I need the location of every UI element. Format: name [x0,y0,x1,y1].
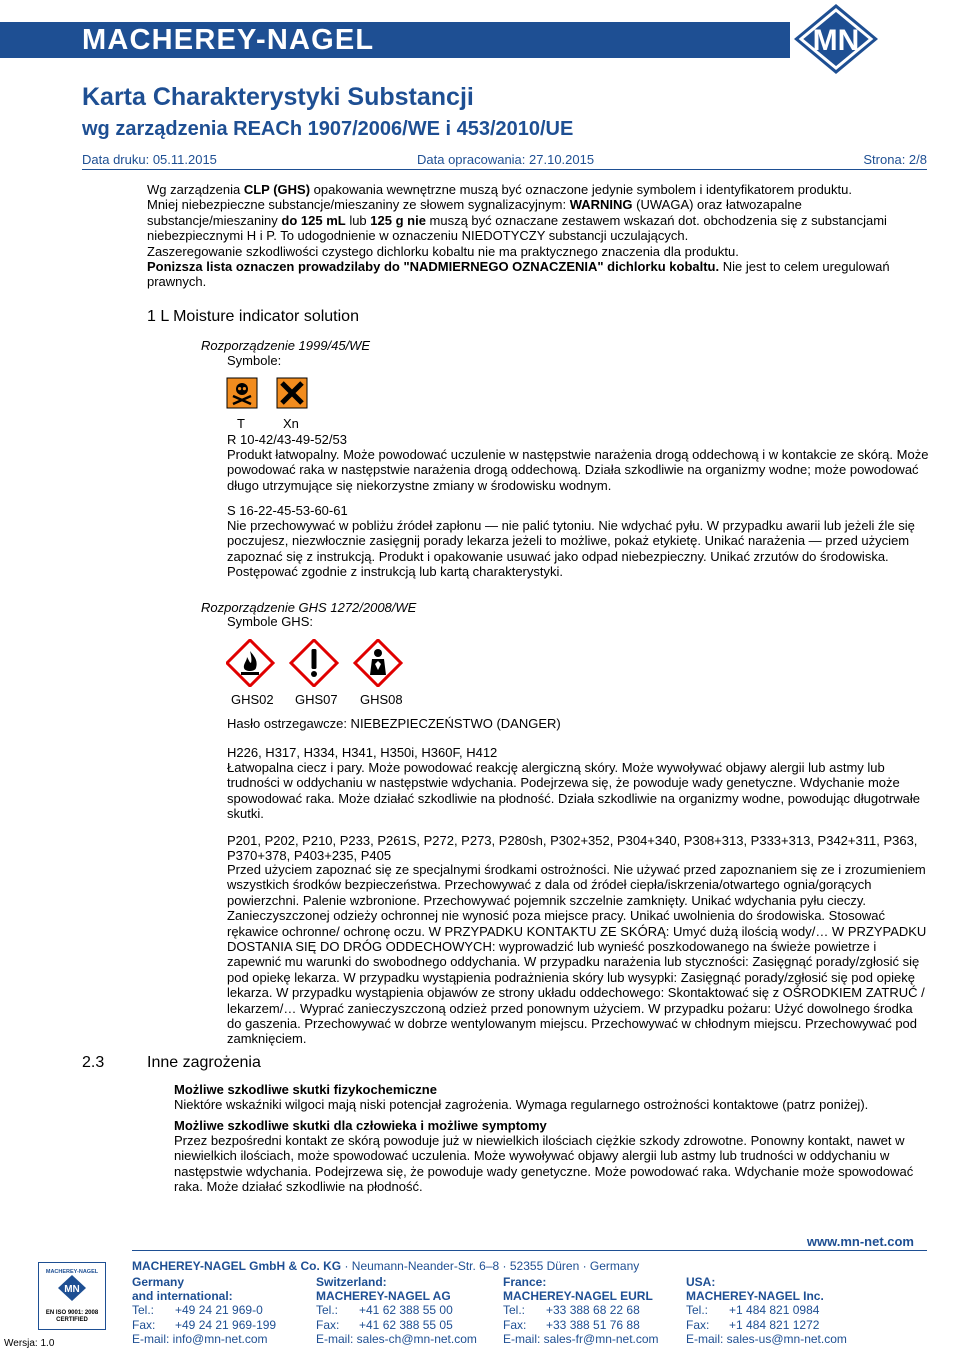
contact-email[interactable]: E-mail: sales-ch@mn-net.com [316,1331,477,1346]
h-text-line: spowodować raka. Może działać szkodliwie na płodność. Działa szkodliwie na organizmy wodne, powodując długotrwałe [227,790,920,806]
text-run: Mniej niebezpieczne substancje/mieszaniny ze słowem sygnalizacyjnym: [147,197,570,213]
h-statements-text [227,760,937,822]
text-run: lub [345,212,371,228]
document-subtitle: wg zarządzenia REACh 1907/2006/WE i 453/2010/UE [82,118,574,140]
p-statements-codes [227,833,937,864]
fax-number: +49 24 21 969-199 [175,1317,277,1332]
contact-tel [503,1303,678,1317]
tel-label: Tel.: [132,1303,155,1318]
r-text-line: powodować raka w następstwie narażenia drogą oddechową. Działa szkodliwie na organizmy wodne; może powodować [227,462,919,478]
brand-name: MACHEREY-NAGEL [82,24,375,56]
contact-fax [132,1318,302,1332]
company-name: MACHEREY-NAGEL GmbH & Co. KG [132,1259,342,1273]
human-effects-line: raka. Może działać szkodliwie na płodność. [174,1179,423,1195]
contact-heading: Switzerland: [316,1275,387,1289]
r-text-line: długo utrzymujące się niekorzystne zmiany w środowisku wodnym. [227,477,612,493]
text-run: muszą być oznaczane zestawem wskazań dot. obchodzenia się z substancjami [425,212,887,228]
contact-usa [686,1275,861,1346]
page-number: Strona: 2/8 [863,152,927,167]
s-text-line: zapoznać się z instrukcją. Produkt i opakowanie usuwać jako odpad niebezpieczny. Unikać zrzutów do środowiska. [227,548,889,564]
ghs-pictograms [226,639,416,687]
fax-label: Fax: [316,1317,340,1332]
text-run: substancje/mieszaniny [147,212,282,228]
tel-label: Tel.: [316,1303,339,1318]
ghs-regulation-title: Rozporządzenie GHS 1272/2008/WE [201,600,417,615]
contact-subheading: MACHEREY-NAGEL EURL [503,1289,653,1304]
contact-france [503,1275,678,1346]
intro-line [147,259,937,274]
ghs-code: GHS02 [231,692,274,707]
text-run: CLP (GHS) [243,182,311,197]
symbol-code-t: T [237,416,245,431]
print-date: Data druku: 05.11.2015 [82,152,217,167]
tel-label: Tel.: [686,1303,709,1318]
s-text-line: poczujesz, niezwłocznie zasięgnij porady lekarza jeżeli to możliwe, pokaż etykietę. Unikać narażenia — przed użyciem [227,533,910,549]
footer-divider [132,1250,927,1251]
text-run: (UWAGA) oraz łatwozapalne [632,197,802,213]
p-text-line: lekarzem/… Wyprać zanieczyszczoną odzież przed ponownym użyciem. W przypadku pożaru: Użyć dowolnego środka [227,1000,913,1016]
p-text-line: zapewnić mu warunki do swobodnego oddychania. W przypadku narażenia lub styczności: Zasięgnąć porady/zgłosić się [227,954,920,970]
human-effects-line: Przez bezpośredni kontakt ze skórą powoduje już w niewielkich ilościach ciężkie szkody zdrowotne. Ponowny kontakt, nawet w [174,1133,905,1148]
ghs-code: GHS07 [295,692,338,707]
version-label: Wersja: 1.0 [4,1338,55,1349]
intro-line: niebezpiecznymi H i P. To udogodnienie w oznaczeniu NIEDOTYCZY substancji uczulających. [147,228,689,244]
mn-small-logo-text: MN [64,1284,80,1295]
contact-email[interactable]: E-mail: sales-fr@mn-net.com [503,1331,659,1346]
mn-logo-icon [790,2,882,76]
contact-subheading: and international: [132,1289,233,1304]
s-phrases-code: S 16-22-45-53-60-61 [227,503,348,518]
text-run: 125 g nie [370,212,426,228]
intro-line [147,182,937,197]
flame-icon [227,640,273,686]
p-text-line: wszystkich środków bezpieczeństwa. Przechowywać z dala od źródeł ciepła/iskrzenia/otwartego ognia/gorących [227,877,872,893]
ghs-symbols-label: Symbole GHS: [227,614,313,629]
p-text-line: rękawice ochronne/ ochronę oczu. W PRZYPADKU KONTAKTU ZE SKÓRĄ: Umyć dużą ilością wody/… W PRZYPADKU [227,923,927,939]
header [0,0,960,167]
header-divider [82,169,927,170]
product-name: 1 L Moisture indicator solution [147,308,359,325]
contact-switzerland [316,1275,491,1346]
p-text-line: Przed użyciem zapoznać się ze specjalnymi środkami ostrożności. Nie używać przed zapoznaniem się ze i zrozumieniem [227,862,926,877]
s-phrases-text [227,518,937,580]
fax-number: +41 62 388 55 05 [359,1317,453,1332]
contact-fax [503,1318,678,1332]
preparation-date: Data opracowania: 27.10.2015 [417,152,595,167]
date-row [82,152,927,170]
tel-label: Tel.: [503,1303,526,1318]
signal-word: Hasło ostrzegawcze: NIEBEZPIECZEŃSTWO (DANGER) [227,716,561,731]
intro-line [147,213,937,228]
human-effects-text [174,1133,934,1195]
fax-number: +1 484 821 1272 [729,1317,820,1332]
labeling-intro [147,182,937,290]
contact-heading: Germany [132,1275,185,1289]
fax-label: Fax: [503,1317,527,1332]
contact-subheading: MACHEREY-NAGEL AG [316,1289,451,1304]
text-run: do 125 mL [281,212,346,228]
physchem-effects-text: Niektóre wskaźniki wilgoci mają niski potencjał zagrożenia. Wymaga regularnego ostrożności kontaktowe (patrz poniżej). [174,1097,869,1112]
mn-logo-text: MN [812,24,860,57]
p-statements-text [227,862,937,1047]
p-text-line: lekarza. W przypadku wystąpienia objawów ze strony układu oddechowego: Skontaktować się z OŚRODKIEM ZATRUĆ / [227,985,925,1001]
human-effects-line: następstwie wdychania. Podejrzewa się, że powoduje wady genetyczne. Może powodować raka. Wdychanie może spowodować [174,1163,914,1179]
text-run: Nie jest to celem uregulowań [719,259,890,275]
company-address [132,1259,639,1274]
p-text-line: pod opiekę lekarza. W przypadku wystąpienia podrażnienia skóry lub wysypki: Zasięgnąć porady/zgłosić się pod opiekę [227,969,915,985]
tel-number: +41 62 388 55 00 [359,1303,453,1318]
p-code-line: P370+378, P403+235, P405 [227,848,392,864]
contact-heading: France: [503,1275,547,1289]
cert-text: EN ISO 9001: 2008 CERTIFIED [45,1310,99,1323]
cert-brand: MACHEREY-NAGEL [45,1269,99,1275]
fax-label: Fax: [132,1317,156,1332]
skull-crossbones-icon [227,378,257,408]
contact-tel [316,1303,491,1317]
text-run: opakowania wewnętrzne muszą być oznaczone jedynie symbolem i identyfikatorem produktu. [310,182,852,197]
contact-heading: USA: [686,1275,716,1289]
r-phrases-code: R 10-42/43-49-52/53 [227,432,347,447]
r-phrases-text [227,447,937,493]
tel-number: +33 388 68 22 68 [546,1303,640,1318]
p-text-line: do gaszenia. Przechowywać w dobrze wentylowanym miejscu. Przechowywać w chłodnym miejscu. Przechowywać pod [227,1016,918,1032]
intro-line: prawnych. [147,274,207,290]
contact-fax [686,1318,861,1332]
h-text-line: Łatwopalna ciecz i pary. Może powodować reakcję alergiczną skóry. Może wywoływać objawy alergii lub astmy lub [227,760,885,775]
human-effects-heading: Możliwe szkodliwe skutki dla człowieka i możliwe symptomy [174,1118,547,1133]
company-location: · Neumann-Neander-Str. 6–8 · 52355 Düren · Germany [341,1259,640,1273]
footer [0,1230,960,1351]
section-title: Inne zagrożenia [147,1054,261,1071]
intro-line [147,197,937,212]
contact-tel [686,1303,861,1317]
contact-fax [316,1318,491,1332]
p-text-line: powierzchni. Palenie wzbronione. Przechowywać pojemnik szczelnie zamknięty. Unikać wdychania pyłu cieczy. [227,892,866,908]
document-title: Karta Charakterystyki Substancji [82,83,474,111]
p-text-line: Zanieczyszczonej odzieży ochronnej nie wynosić poza miejsce pracy. Unikać uwolnienia do środowiska. Stosować [227,908,886,924]
contact-germany [132,1275,302,1346]
contact-email[interactable]: E-mail: info@mn-net.com [132,1331,268,1346]
human-effects-line: niewielkich ilościach, może spowodować uczulenia. Może wywoływać objawy alergii lub astmy lub trudności w oddychaniu w [174,1148,890,1164]
text-run: Wg zarządzenia [147,182,244,197]
old-regulation-title: Rozporządzenie 1999/45/WE [201,338,371,353]
section-number: 2.3 [82,1054,105,1071]
old-symbols-label: Symbole: [227,353,282,368]
r-text-line: Produkt łatwopalny. Może powodować uczulenie w następstwie narażenia drogą oddechową i w kontakcie ze skórą. Może [227,447,929,462]
s-text-line: Postępować zgodnie z instrukcją lub kartą charakterystyki. [227,564,563,580]
harmful-cross-icon [277,378,307,408]
tel-number: +1 484 821 0984 [729,1303,820,1318]
contact-subheading: MACHEREY-NAGEL Inc. [686,1289,824,1304]
website-link[interactable]: www.mn-net.com [806,1234,914,1249]
physchem-effects-heading: Możliwe szkodliwe skutki fizykochemiczne [174,1082,437,1097]
old-hazard-symbols [226,377,310,411]
h-text-line: trudności w oddychaniu w następstwie wdychania. Podejrzewa się, że powoduje wady genetyczne. Wdychanie może [227,775,900,791]
text-run: Ponizsza lista oznaczen prowadzilaby do "NADMIERNEGO OZNACZENIA" dichlorku kobaltu. [147,259,720,275]
intro-line: Zaszeregowanie szkodliwości czystego dichlorku kobaltu nie ma praktycznego znaczenia dla produktu. [147,243,739,259]
exclamation-mark-icon [291,640,337,686]
symbol-code-xn: Xn [283,416,299,431]
health-hazard-icon [355,640,401,686]
p-text-line: zamknięciem. [227,1031,307,1047]
fax-label: Fax: [686,1317,710,1332]
mn-small-logo-icon [57,1274,87,1302]
fax-number: +33 388 51 76 88 [546,1317,640,1332]
h-text-line: skutki. [227,806,264,822]
text-run: WARNING [569,197,633,213]
p-text-line: DOSTANIA SIĘ DO DRÓG ODDECHOWYCH: wyprowadzić lub wynieść poszkodowanego na świeże powietrze i [227,939,877,955]
contact-email[interactable]: E-mail: sales-us@mn-net.com [686,1331,847,1346]
contact-tel [132,1303,302,1317]
s-text-line: Nie przechowywać w pobliżu źródeł zapłonu — nie palić tytoniu. Nie wdychać pyłu. W przypadku awarii lub jeżeli źle się [227,518,915,533]
h-statements-codes: H226, H317, H334, H341, H350i, H360F, H412 [227,745,498,760]
ghs-code: GHS08 [360,692,403,707]
p-code-line: P201, P202, P210, P233, P261S, P272, P273, P280sh, P302+352, P304+340, P308+313, P333+313, P342+311, P363, [227,833,918,848]
tel-number: +49 24 21 969-0 [175,1303,263,1318]
